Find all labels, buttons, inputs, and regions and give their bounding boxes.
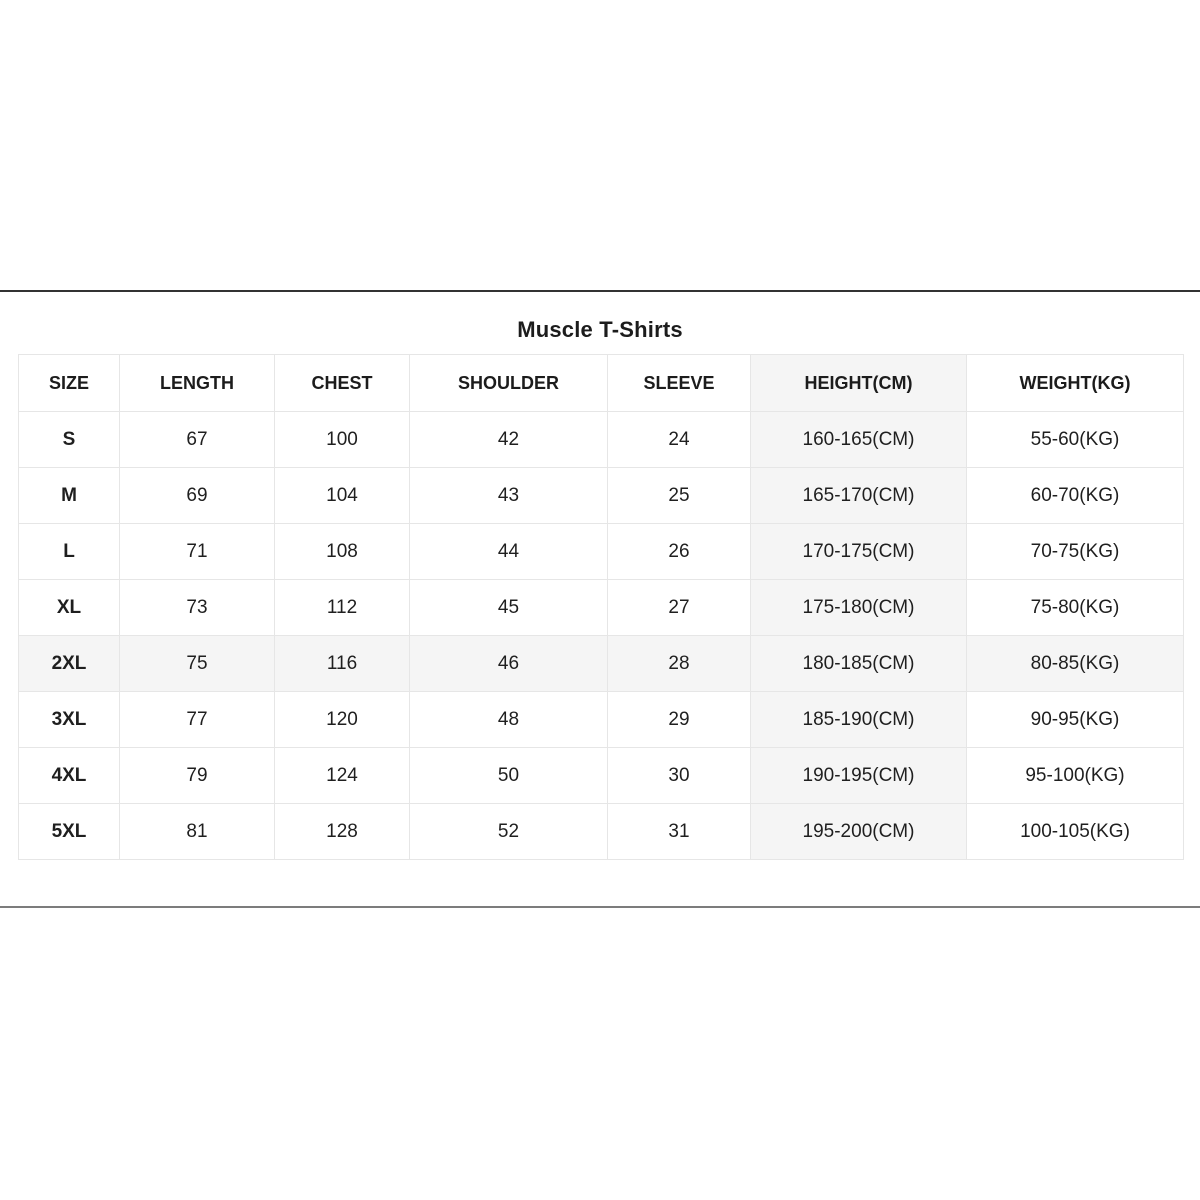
table-row-xl (19, 580, 1184, 636)
height-cell: 165-170(CM) (751, 468, 967, 524)
length-cell: 77 (120, 692, 275, 748)
shoulder-cell: 45 (410, 580, 608, 636)
weight-cell: 75-80(KG) (967, 580, 1184, 636)
height-cell: 160-165(CM) (751, 412, 967, 468)
length-cell: 79 (120, 748, 275, 804)
weight-cell: 95-100(KG) (967, 748, 1184, 804)
sleeve-cell: 31 (608, 804, 751, 860)
table-row-3xl (19, 692, 1184, 748)
length-cell: 73 (120, 580, 275, 636)
column-header-size: SIZE (19, 355, 120, 412)
weight-cell: 90-95(KG) (967, 692, 1184, 748)
table-row-5xl (19, 804, 1184, 860)
chest-cell: 104 (275, 468, 410, 524)
column-header-shoulder: SHOULDER (410, 355, 608, 412)
weight-cell: 100-105(KG) (967, 804, 1184, 860)
sleeve-cell: 25 (608, 468, 751, 524)
size-cell: 2XL (19, 636, 120, 692)
header-row (19, 355, 1184, 412)
shoulder-cell: 44 (410, 524, 608, 580)
height-cell: 170-175(CM) (751, 524, 967, 580)
size-cell: M (19, 468, 120, 524)
column-header-length: LENGTH (120, 355, 275, 412)
size-cell: 3XL (19, 692, 120, 748)
shoulder-cell: 50 (410, 748, 608, 804)
size-cell: S (19, 412, 120, 468)
height-cell: 190-195(CM) (751, 748, 967, 804)
weight-cell: 60-70(KG) (967, 468, 1184, 524)
column-header-weight: WEIGHT(KG) (967, 355, 1184, 412)
chest-cell: 124 (275, 748, 410, 804)
weight-cell: 70-75(KG) (967, 524, 1184, 580)
height-cell: 180-185(CM) (751, 636, 967, 692)
length-cell: 71 (120, 524, 275, 580)
sleeve-cell: 30 (608, 748, 751, 804)
column-header-height: HEIGHT(CM) (751, 355, 967, 412)
size-chart-table (18, 354, 1184, 860)
weight-cell: 80-85(KG) (967, 636, 1184, 692)
table-row-m (19, 468, 1184, 524)
table-row-l (19, 524, 1184, 580)
length-cell: 67 (120, 412, 275, 468)
table-row-s (19, 412, 1184, 468)
size-cell: 4XL (19, 748, 120, 804)
page-title: Muscle T-Shirts (517, 317, 683, 342)
top-divider (0, 290, 1200, 292)
length-cell: 69 (120, 468, 275, 524)
size-cell: XL (19, 580, 120, 636)
weight-cell: 55-60(KG) (967, 412, 1184, 468)
chest-cell: 120 (275, 692, 410, 748)
sleeve-cell: 27 (608, 580, 751, 636)
bottom-divider (0, 906, 1200, 908)
height-cell: 195-200(CM) (751, 804, 967, 860)
sleeve-cell: 24 (608, 412, 751, 468)
shoulder-cell: 52 (410, 804, 608, 860)
sleeve-cell: 29 (608, 692, 751, 748)
size-cell: L (19, 524, 120, 580)
length-cell: 75 (120, 636, 275, 692)
column-header-sleeve: SLEEVE (608, 355, 751, 412)
chest-cell: 108 (275, 524, 410, 580)
chest-cell: 128 (275, 804, 410, 860)
shoulder-cell: 43 (410, 468, 608, 524)
chest-cell: 100 (275, 412, 410, 468)
column-header-chest: CHEST (275, 355, 410, 412)
table-row-2xl-highlighted (19, 636, 1184, 692)
shoulder-cell: 42 (410, 412, 608, 468)
sleeve-cell: 28 (608, 636, 751, 692)
height-cell: 185-190(CM) (751, 692, 967, 748)
sleeve-cell: 26 (608, 524, 751, 580)
shoulder-cell: 48 (410, 692, 608, 748)
table-row-4xl (19, 748, 1184, 804)
height-cell: 175-180(CM) (751, 580, 967, 636)
shoulder-cell: 46 (410, 636, 608, 692)
chest-cell: 116 (275, 636, 410, 692)
chest-cell: 112 (275, 580, 410, 636)
size-cell: 5XL (19, 804, 120, 860)
length-cell: 81 (120, 804, 275, 860)
